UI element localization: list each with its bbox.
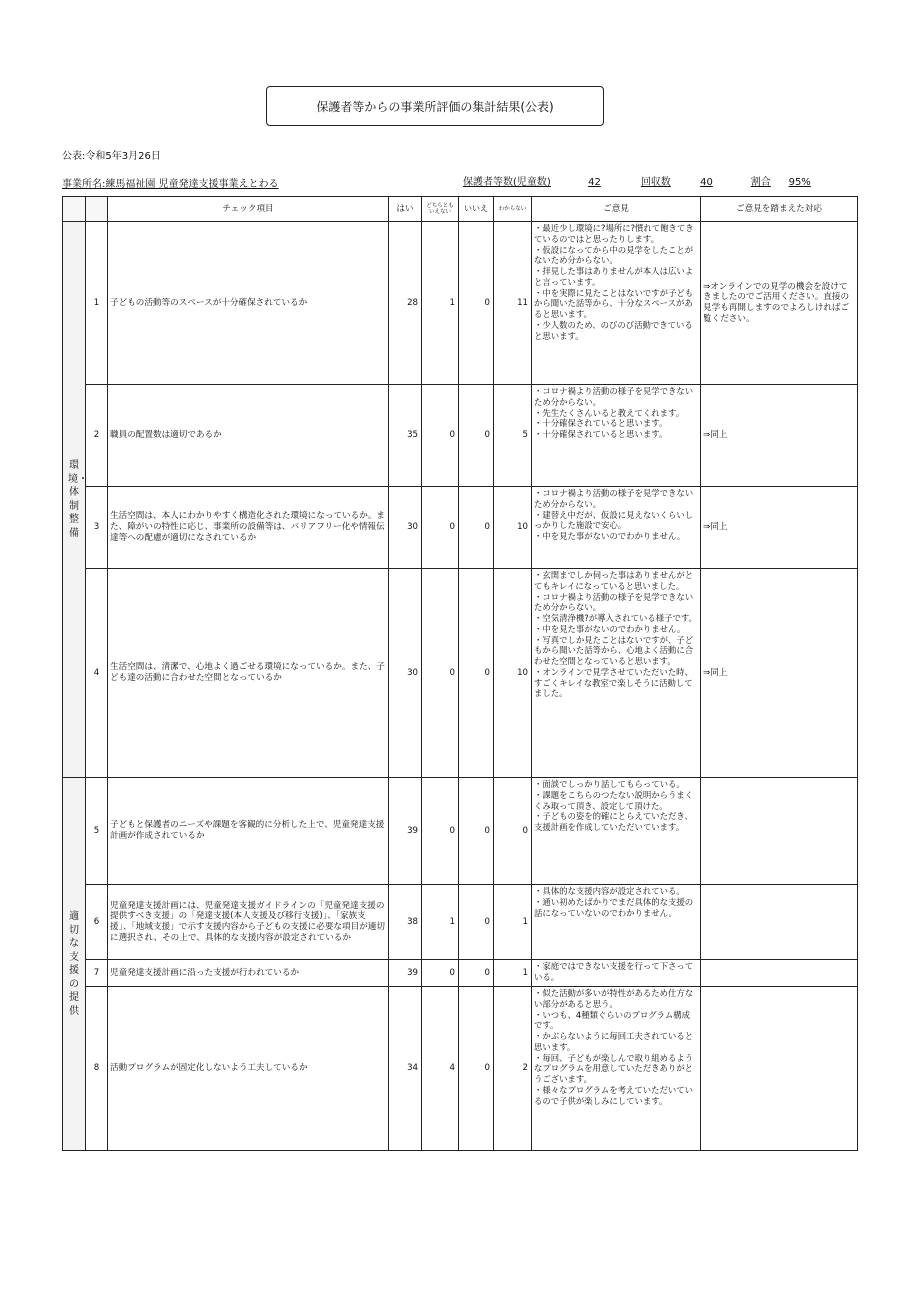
opinion-line: ・仮設になってから中の見学をしたことがないため分からない。 bbox=[534, 244, 694, 266]
item-number: 5 bbox=[86, 778, 108, 885]
opinion-line: ・毎回、子どもが楽しんで取り組めるようなプログラムを用意していただきありがとうございます。 bbox=[534, 1052, 694, 1084]
opinion-line: ・面談でしっかり話してもらっている。 bbox=[534, 779, 685, 789]
response-cell bbox=[701, 885, 858, 960]
survey-stats bbox=[463, 173, 811, 188]
opinion-cell bbox=[532, 385, 701, 487]
table-row bbox=[63, 487, 858, 569]
check-item-text: 生活空間は、清潔で、心地よく過ごせる環境になっているか。また、子ども達の活動に合わせた空間となっているか bbox=[108, 569, 389, 778]
item-number: 6 bbox=[86, 885, 108, 960]
check-item-text: 生活空間は、本人にわかりやすく構造化された環境になっているか。また、障がいの特性に応じ、事業所の設備等は、バリアフリー化や情報伝達等への配慮が適切になされているか bbox=[108, 487, 389, 569]
opinion-line: ・先生たくさんいると教えてくれます。 bbox=[534, 407, 685, 418]
table-row bbox=[63, 569, 858, 778]
opinion-line: ・中を見た事がないのでわかりません。 bbox=[534, 531, 686, 541]
table-row bbox=[63, 960, 858, 987]
count-neither: 0 bbox=[422, 487, 459, 569]
table-row bbox=[63, 987, 858, 1151]
opinion-line: ・中を実際に見たことはないですが子どもから聞いた話等から、十分なスペースがあると思います。 bbox=[534, 287, 694, 319]
table-row bbox=[63, 385, 858, 487]
count-neither: 0 bbox=[422, 569, 459, 778]
opinion-cell bbox=[532, 487, 701, 569]
opinion-line: ・通い初めたばかりでまだ具体的な支援の話になっていないのでわかりません。 bbox=[534, 896, 694, 918]
count-neither: 4 bbox=[422, 987, 459, 1151]
opinion-line: ・コロナ禍より活動の様子を見学できないため分からない。 bbox=[534, 386, 694, 407]
header-unknown: わからない bbox=[494, 197, 532, 222]
count-neither: 1 bbox=[422, 222, 459, 385]
table-row bbox=[63, 778, 858, 885]
office-name: 事業所名:練馬福祉園 児童発達支援事業えとわる bbox=[62, 179, 279, 190]
opinion-line: ・家庭ではできない支援を行って下さっている。 bbox=[534, 961, 694, 982]
category-support: 適切な支援の提供 bbox=[63, 778, 86, 1151]
count-yes: 30 bbox=[389, 487, 422, 569]
opinion-line: ・子どもの姿を的確にとらえていただき、支援計画を作成していただいています。 bbox=[534, 811, 693, 832]
opinion-line: ・様々なプログラムを考えていただいているので子供が楽しみにしています。 bbox=[534, 1084, 694, 1106]
count-no: 0 bbox=[459, 987, 494, 1151]
count-no: 0 bbox=[459, 778, 494, 885]
opinion-line: ・玄関までしか伺った事はありませんがとてもキレイになっていると思いました。 bbox=[534, 570, 694, 591]
opinion-line: ・写真でしか見たことはないですが、子どもから聞いた話等から、心地よく活動に合わせた空間となっていると思います。 bbox=[534, 634, 694, 666]
header-category-blank bbox=[63, 197, 86, 222]
check-item-text: 子どもの活動等のスペースが十分確保されているか bbox=[108, 222, 389, 385]
count-neither: 0 bbox=[422, 385, 459, 487]
opinion-line: ・拝見した事はありませんが本人は広いよと言っています。 bbox=[534, 266, 694, 287]
header-neither: どちらとも いえない bbox=[422, 197, 459, 222]
count-neither: 0 bbox=[422, 778, 459, 885]
guardians-count: 42 bbox=[588, 177, 601, 188]
count-neither: 0 bbox=[422, 960, 459, 987]
opinion-line: ・オンラインで見学させていただいた時、すごくキレイな教室で楽しそうに活動してました。 bbox=[534, 666, 693, 699]
opinion-cell bbox=[532, 569, 701, 778]
count-yes: 35 bbox=[389, 385, 422, 487]
check-item-text: 児童発達支援計画に沿った支援が行われているか bbox=[108, 960, 389, 987]
opinion-line: ・十分確保されていると思います。 bbox=[534, 429, 668, 439]
header-response: ご意見を踏まえた対応 bbox=[701, 197, 858, 222]
check-item-text: 児童発達支援計画には、児童発達支援ガイドラインの「児童発達支援の提供すべき支援」の「発達支援(本人支援及び移行支援)」、「家族支援」、「地域支援」で示す支援内容から子どもの支援に必要な項目が適切に選択され、その上で、具体的な支援内容が設定されているか bbox=[108, 885, 389, 960]
item-number: 7 bbox=[86, 960, 108, 987]
count-no: 0 bbox=[459, 960, 494, 987]
opinion-line: ・かぶらないように毎回工夫されていると思います。 bbox=[534, 1031, 694, 1052]
opinion-line: ・具体的な支援内容が設定されている。 bbox=[534, 886, 685, 896]
opinion-line: ・中を見た事がないのでわかりません。 bbox=[534, 623, 686, 634]
count-yes: 30 bbox=[389, 569, 422, 778]
opinion-line: ・課題をこちらのつたない説明からうまくくみ取って頂き、設定して頂けた。 bbox=[534, 789, 694, 811]
opinion-cell bbox=[532, 778, 701, 885]
count-no: 0 bbox=[459, 569, 494, 778]
item-number: 2 bbox=[86, 385, 108, 487]
check-item-text: 職員の配置数は適切であるか bbox=[108, 385, 389, 487]
check-item-text: 活動プログラムが固定化しないよう工夫しているか bbox=[108, 987, 389, 1151]
table-row bbox=[63, 222, 858, 385]
opinion-cell bbox=[532, 222, 701, 385]
evaluation-table bbox=[62, 196, 858, 1151]
count-unknown: 2 bbox=[494, 987, 532, 1151]
count-yes: 39 bbox=[389, 960, 422, 987]
count-no: 0 bbox=[459, 487, 494, 569]
response-cell: ⇒オンラインでの見学の機会を設けてきましたのでご活用ください。直接の見学も再開しますのでよろしければご覧ください。 bbox=[701, 222, 858, 385]
opinion-cell bbox=[532, 960, 701, 987]
opinion-line: ・少人数のため、のびのび活動できていると思います。 bbox=[534, 319, 693, 341]
count-unknown: 0 bbox=[494, 778, 532, 885]
collected-count: 40 bbox=[700, 177, 713, 188]
header-check-item: チェック項目 bbox=[108, 197, 389, 222]
response-cell bbox=[701, 960, 858, 987]
ratio-label: 割合 bbox=[750, 177, 771, 188]
count-unknown: 10 bbox=[494, 569, 532, 778]
opinion-cell bbox=[532, 987, 701, 1151]
count-unknown: 11 bbox=[494, 222, 532, 385]
opinion-line: ・コロナ禍より活動の様子を見学できないため分からない。 bbox=[534, 591, 694, 613]
count-unknown: 5 bbox=[494, 385, 532, 487]
count-no: 0 bbox=[459, 885, 494, 960]
item-number: 3 bbox=[86, 487, 108, 569]
collected-label: 回収数 bbox=[640, 177, 671, 188]
table-header-row bbox=[63, 197, 858, 222]
item-number: 4 bbox=[86, 569, 108, 778]
count-unknown: 1 bbox=[494, 885, 532, 960]
header-yes: はい bbox=[389, 197, 422, 222]
document-title: 保護者等からの事業所評価の集計結果(公表) bbox=[266, 86, 604, 126]
count-no: 0 bbox=[459, 385, 494, 487]
count-unknown: 1 bbox=[494, 960, 532, 987]
check-item-text: 子どもと保護者のニーズや課題を客観的に分析した上で、児童発達支援計画が作成されているか bbox=[108, 778, 389, 885]
opinion-cell bbox=[532, 885, 701, 960]
response-cell bbox=[701, 987, 858, 1151]
count-unknown: 10 bbox=[494, 487, 532, 569]
header-no: いいえ bbox=[459, 197, 494, 222]
category-environment: 環境・体制整備 bbox=[63, 222, 86, 778]
response-cell: ⇒同上 bbox=[701, 385, 858, 487]
count-yes: 39 bbox=[389, 778, 422, 885]
opinion-line: ・十分確保されていると思います。 bbox=[534, 418, 668, 429]
item-number: 1 bbox=[86, 222, 108, 385]
ratio-value: 95% bbox=[788, 177, 811, 188]
header-opinion: ご意見 bbox=[532, 197, 701, 222]
header-number-blank bbox=[86, 197, 108, 222]
count-yes: 38 bbox=[389, 885, 422, 960]
response-cell bbox=[701, 778, 858, 885]
count-yes: 28 bbox=[389, 222, 422, 385]
count-no: 0 bbox=[459, 222, 494, 385]
response-cell: ⇒同上 bbox=[701, 569, 858, 778]
item-number: 8 bbox=[86, 987, 108, 1151]
count-neither: 1 bbox=[422, 885, 459, 960]
table-row bbox=[63, 885, 858, 960]
opinion-line: ・空気清浄機?が導入されている様子です。 bbox=[534, 613, 697, 623]
opinion-line: ・建替え中だが、仮設に見えないくらいしっかりした施設で安心。 bbox=[534, 509, 694, 531]
opinion-line: ・コロナ禍より活動の様子を見学できないため分からない。 bbox=[534, 488, 694, 509]
count-yes: 34 bbox=[389, 987, 422, 1151]
opinion-line: ・最近少し環境に?場所に?慣れて飽きてきているのではと思ったりします。 bbox=[534, 223, 694, 244]
opinion-line: ・似た活動が多いが特性があるため仕方ない部分があると思う。 bbox=[534, 988, 694, 1009]
publication-date: 公表:令和5年3月26日 bbox=[62, 151, 161, 162]
guardians-label: 保護者等数(児童数) bbox=[463, 177, 551, 188]
response-cell: ⇒同上 bbox=[701, 487, 858, 569]
opinion-line: ・いつも、4種類ぐらいのプログラム構成です。 bbox=[534, 1009, 690, 1031]
